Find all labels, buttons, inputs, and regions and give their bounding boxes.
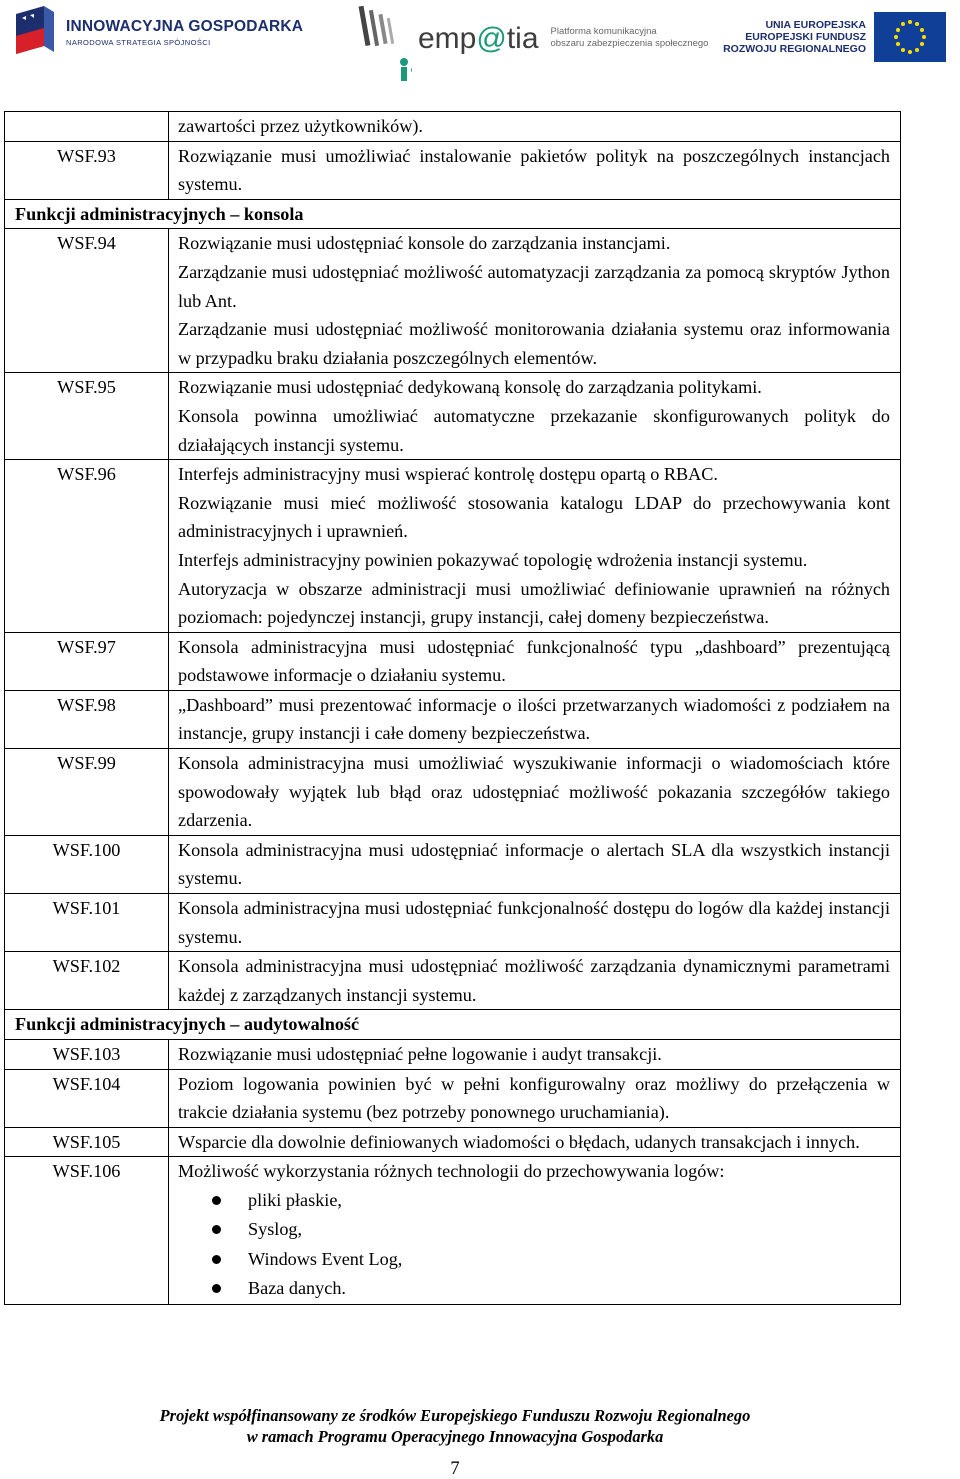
empatia-word: emp@tia: [418, 22, 539, 55]
req-id: WSF.93: [5, 141, 169, 199]
list-item: Windows Event Log,: [212, 1245, 890, 1275]
list-item: Syslog,: [212, 1215, 890, 1245]
funding-footer: [0, 1406, 910, 1447]
table-row: [5, 1040, 901, 1070]
table-row: [5, 460, 901, 633]
req-id: WSF.95: [5, 373, 169, 460]
empatia-tagline: Platforma komunikacyjna obszaru zabezpieczenia społecznego: [550, 26, 709, 49]
req-id: WSF.102: [5, 952, 169, 1010]
table-row: [5, 1157, 901, 1305]
req-desc: Rozwiązanie musi udostępniać dedykowaną konsolę do zarządzania politykami. Konsola powinna umożliwiać automatyczne przekazanie skonfigurowanych polityk do działających instancji systemu.: [169, 373, 901, 460]
list-item: Baza danych.: [212, 1274, 890, 1304]
req-desc: Konsola administracyjna musi udostępniać funkcjonalność typu „dashboard” prezentującą podstawowe informacje o działaniu systemu.: [169, 632, 901, 690]
table-row: [5, 373, 901, 460]
req-desc: Rozwiązanie musi udostępniać pełne logowanie i audyt transakcji.: [169, 1040, 901, 1070]
list-item: pliki płaskie,: [212, 1186, 890, 1216]
eu-logo: [723, 12, 946, 62]
req-desc: „Dashboard” musi prezentować informacje o ilości przetwarzanych wiadomości z podziałem na instancje, grupy instancji i całe domeny bezpieczeństwa.: [169, 690, 901, 748]
table-row: [5, 690, 901, 748]
req-id: WSF.103: [5, 1040, 169, 1070]
table-row: [5, 632, 901, 690]
req-id: WSF.97: [5, 632, 169, 690]
section-row: [5, 199, 901, 229]
footer-line: Projekt współfinansowany ze środków Europejskiego Funduszu Rozwoju Regionalnego: [159, 1406, 751, 1425]
req-id: WSF.99: [5, 749, 169, 836]
table-row: [5, 1069, 901, 1127]
ig-flag-icon: [14, 6, 56, 58]
req-id: WSF.105: [5, 1127, 169, 1157]
table-row: [5, 112, 901, 142]
table-row: [5, 1127, 901, 1157]
req-id: WSF.100: [5, 835, 169, 893]
req-id: WSF.104: [5, 1069, 169, 1127]
req-desc: Rozwiązanie musi umożliwiać instalowanie pakietów polityk na poszczególnych instancjach systemu.: [169, 141, 901, 199]
req-id: WSF.101: [5, 894, 169, 952]
table-row: [5, 894, 901, 952]
innowacyjna-gospodarka-logo: [14, 6, 303, 58]
table-row: [5, 835, 901, 893]
req-id: WSF.96: [5, 460, 169, 633]
log-storage-list: [178, 1186, 890, 1304]
req-desc: Wsparcie dla dowolnie definiowanych wiadomości o błędach, udanych transakcjach i innych.: [169, 1127, 901, 1157]
req-id: [5, 112, 169, 142]
ig-subtitle: NARODOWA STRATEGIA SPÓJNOŚCI: [66, 37, 211, 47]
footer-line: w ramach Programu Operacyjnego Innowacyjna Gospodarka: [246, 1426, 664, 1446]
table-row: [5, 749, 901, 836]
req-desc: Konsola administracyjna musi udostępniać możliwość zarządzania dynamicznymi parametrami każdej z zarządzanych instancji systemu.: [169, 952, 901, 1010]
page-number: 7: [450, 1459, 460, 1479]
eu-label: UNIA EUROPEJSKA EUROPEJSKI FUNDUSZ ROZWOJU REGIONALNEGO: [723, 19, 866, 55]
req-id: WSF.98: [5, 690, 169, 748]
req-desc: Możliwość wykorzystania różnych technologii do przechowywania logów: pliki płaskie, Syslog, Windows Event Log, Baza danych.: [169, 1157, 901, 1305]
empatia-logo: [356, 4, 708, 84]
req-desc: Interfejs administracyjny musi wspierać kontrolę dostępu opartą o RBAC. Rozwiązanie musi mieć możliwość stosowania katalogu LDAP do przechowywania kont administracyjnych i uprawnień. Interfejs administracyjny powinien pokazywać topologię wdrożenia instancji systemu. Autoryzacja w obszarze administracji musi umożliwiać definiowanie uprawnień na różnych poziomach: pojedynczej instancji, grupy instancji, całej domeny bezpieczeństwa.: [169, 460, 901, 633]
req-desc: Konsola administracyjna musi udostępniać informacje o alertach SLA dla wszystkich instancji systemu.: [169, 835, 901, 893]
page-header: [0, 0, 960, 92]
req-id: WSF.94: [5, 229, 169, 373]
section-heading: Funkcji administracyjnych – audytowalność: [5, 1010, 901, 1040]
empatia-mark-icon: [356, 4, 412, 84]
table-row: [5, 952, 901, 1010]
section-heading: Funkcji administracyjnych – konsola: [5, 199, 901, 229]
ig-title: INNOWACYJNA GOSPODARKA: [66, 17, 304, 35]
eu-flag-icon: [874, 12, 946, 62]
table-row: [5, 141, 901, 199]
requirements-table: [4, 111, 901, 1305]
req-desc: Poziom logowania powinien być w pełni konfigurowalny oraz możliwy do przełączenia w trakcie działania systemu (bez potrzeby ponownego uruchamiania).: [169, 1069, 901, 1127]
req-desc: Konsola administracyjna musi umożliwiać wyszukiwanie informacji o wiadomościach które spowodowały wyjątek lub błąd oraz udostępniać możliwość pokazania szczegółów takiego zdarzenia.: [169, 749, 901, 836]
req-desc: zawartości przez użytkowników).: [169, 112, 901, 142]
section-row: [5, 1010, 901, 1040]
req-id: WSF.106: [5, 1157, 169, 1305]
req-desc: Konsola administracyjna musi udostępniać funkcjonalność dostępu do logów dla każdej instancji systemu.: [169, 894, 901, 952]
table-row: [5, 229, 901, 373]
req-desc: Rozwiązanie musi udostępniać konsole do zarządzania instancjami. Zarządzanie musi udostępniać możliwość automatyzacji zarządzania za pomocą skryptów Jython lub Ant. Zarządzanie musi udostępniać możliwość monitorowania działania systemu oraz informowania w przypadku braku działania poszczególnych elementów.: [169, 229, 901, 373]
